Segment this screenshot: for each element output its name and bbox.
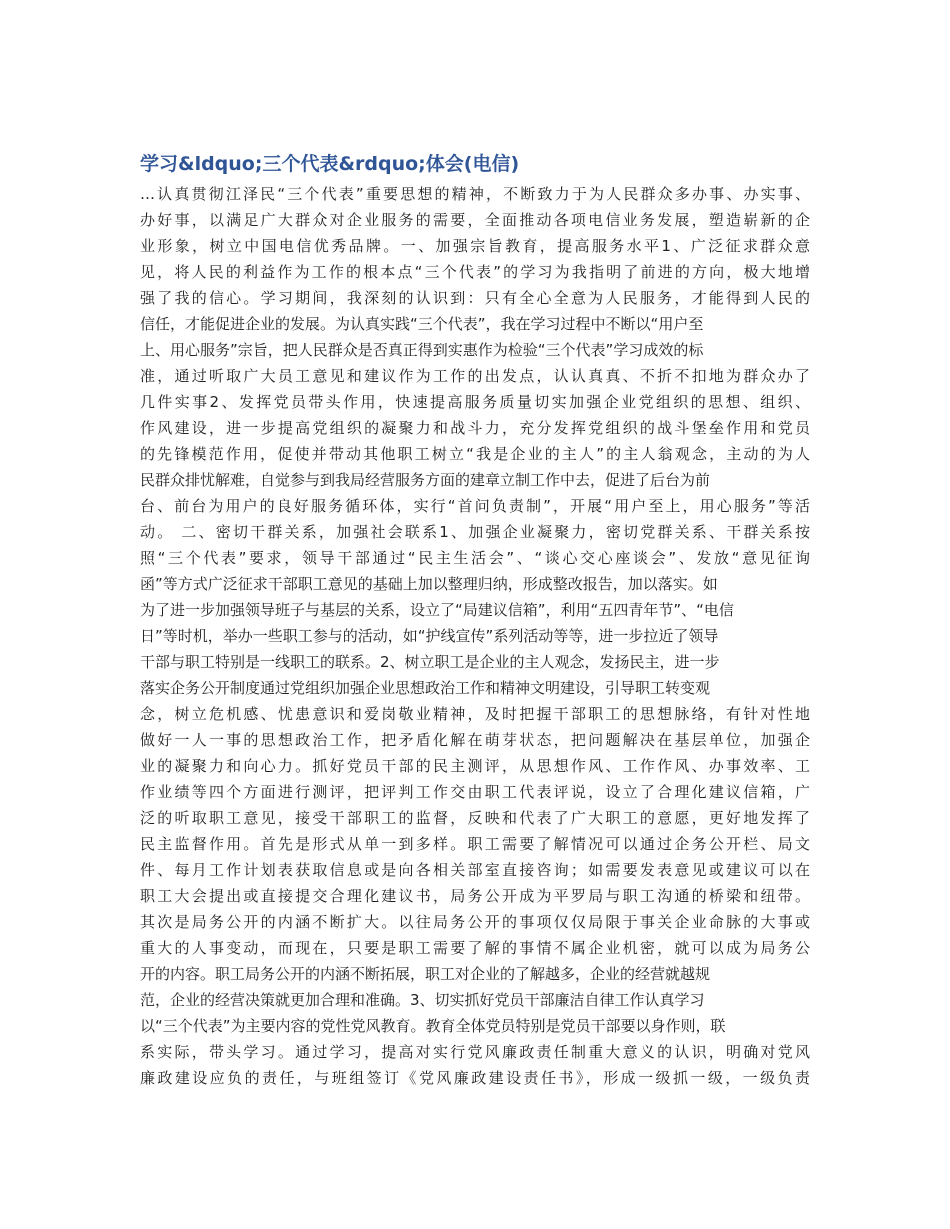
body-text-line: 作风建设，进一步提高党组织的凝聚力和战斗力，充分发挥党组织的战斗堡垒作用和党员 bbox=[140, 419, 810, 437]
body-text-line: …认真贯彻江泽民“三个代表”重要思想的精神，不断致力于为人民群众多办事、办实事、 bbox=[140, 185, 810, 203]
body-text-line: 的先锋模范作用，促使并带动其他职工树立“我是企业的主人”的主人翁观念，主动的为人 bbox=[140, 445, 810, 463]
body-text-line: 系实际，带头学习。通过学习，提高对实行党风廉政责任制重大意义的认识，明确对党风 bbox=[140, 1043, 810, 1061]
body-text-line: 信任，才能促进企业的发展。为认真实践“三个代表”，我在学习过程中不断以“用户至 bbox=[140, 315, 704, 333]
body-text-line: 民主监督作用。首先是形式从单一到多样。职工需要了解情况可以通过企务公开栏、局文 bbox=[140, 835, 810, 853]
body-text-line: 以“三个代表”为主要内容的党性党风教育。教育全体党员特别是党员干部要以身作则，联 bbox=[140, 1017, 726, 1035]
document-body bbox=[140, 181, 810, 1091]
body-text-line: 台、前台为用户的良好服务循环体，实行“首问负责制”，开展“用户至上，用心服务”等活 bbox=[140, 497, 810, 515]
body-text-line: 廉政建设应负的责任，与班组签订《党风廉政建设责任书》，形成一级抓一级，一级负责 bbox=[140, 1069, 810, 1087]
body-text-line: 其次是局务公开的内涵不断扩大。以往局务公开的事项仅仅局限于事关企业命脉的大事或 bbox=[140, 913, 810, 931]
body-text-line: 照“三个代表”要求，领导干部通过“民主生活会”、“谈心交心座谈会”、发放“意见征询 bbox=[140, 549, 810, 567]
body-text-line: 动。 二、密切干群关系，加强社会联系1、加强企业凝聚力，密切党群关系、干群关系按 bbox=[140, 523, 810, 541]
body-text-line: 干部与职工特别是一线职工的联系。2、树立职工是企业的主人观念，发扬民主，进一步 bbox=[140, 653, 720, 671]
body-text-line: 业的凝聚力和向心力。抓好党员干部的民主测评，从思想作风、工作作风、办事效率、工 bbox=[140, 757, 810, 775]
document-title: 学习&ldquo;三个代表&rdquo;体会(电信) bbox=[140, 153, 520, 175]
body-text-line: 泛的听取职工意见，接受干部职工的监督，反映和代表了广大职工的意愿，更好地发挥了 bbox=[140, 809, 810, 827]
body-text-line: 民群众排忧解难，自觉参与到我局经营服务方面的建章立制工作中去，促进了后台为前 bbox=[140, 471, 711, 489]
body-text-line: 范，企业的经营决策就更加合理和准确。3、切实抓好党员干部廉洁自律工作认真学习 bbox=[140, 991, 705, 1009]
body-text-line: 见，将人民的利益作为工作的根本点“三个代表”的学习为我指明了前进的方向，极大地增 bbox=[140, 263, 810, 281]
body-text-line: 开的内容。职工局务公开的内涵不断拓展，职工对企业的了解越多，企业的经营就越规 bbox=[140, 965, 711, 983]
body-text-line: 业形象，树立中国电信优秀品牌。一、加强宗旨教育，提高服务水平1、广泛征求群众意 bbox=[140, 237, 810, 255]
body-text-line: 日”等时机，举办一些职工参与的活动，如“护线宣传”系列活动等等，进一步拉近了领导 bbox=[140, 627, 719, 645]
body-text-line: 函”等方式广泛征求干部职工意见的基础上加以整理归纳，形成整改报告，加以落实。如 bbox=[140, 575, 718, 593]
body-text-line: 重大的人事变动，而现在，只要是职工需要了解的事情不属企业机密，就可以成为局务公 bbox=[140, 939, 810, 957]
body-text-line: 上、用心服务”宗旨，把人民群众是否真正得到实惠作为检验“三个代表”学习成效的标 bbox=[140, 341, 704, 359]
body-text-line: 件、每月工作计划表获取信息或是向各相关部室直接咨询；如需要发表意见或建议可以在 bbox=[140, 861, 810, 879]
body-text-line: 作业绩等四个方面进行测评，把评判工作交由职工代表评说，设立了合理化建议信箱，广 bbox=[140, 783, 810, 801]
body-text-line: 强了我的信心。学习期间，我深刻的认识到：只有全心全意为人民服务，才能得到人民的 bbox=[140, 289, 810, 307]
body-text-line: 做好一人一事的思想政治工作，把矛盾化解在萌芽状态，把问题解决在基层单位，加强企 bbox=[140, 731, 810, 749]
body-text-line: 办好事，以满足广大群众对企业服务的需要，全面推动各项电信业务发展，塑造崭新的企 bbox=[140, 211, 810, 229]
body-text-line: 为了进一步加强领导班子与基层的关系，设立了“局建议信箱”，利用“五四青年节”、“电信 bbox=[140, 601, 734, 619]
body-text-line: 念，树立危机感、忧患意识和爱岗敬业精神，及时把握干部职工的思想脉络，有针对性地 bbox=[140, 705, 810, 723]
body-text-line: 落实企务公开制度通过党组织加强企业思想政治工作和精神文明建设，引导职工转变观 bbox=[140, 679, 711, 697]
body-text-line: 职工大会提出或直接提交合理化建议书，局务公开成为平罗局与职工沟通的桥梁和纽带。 bbox=[140, 887, 810, 905]
body-text-line: 准，通过听取广大员工意见和建议作为工作的出发点，认认真真、不折不扣地为群众办了 bbox=[140, 367, 810, 385]
body-text-line: 几件实事2、发挥党员带头作用，快速提高服务质量切实加强企业党组织的思想、组织、 bbox=[140, 393, 810, 411]
